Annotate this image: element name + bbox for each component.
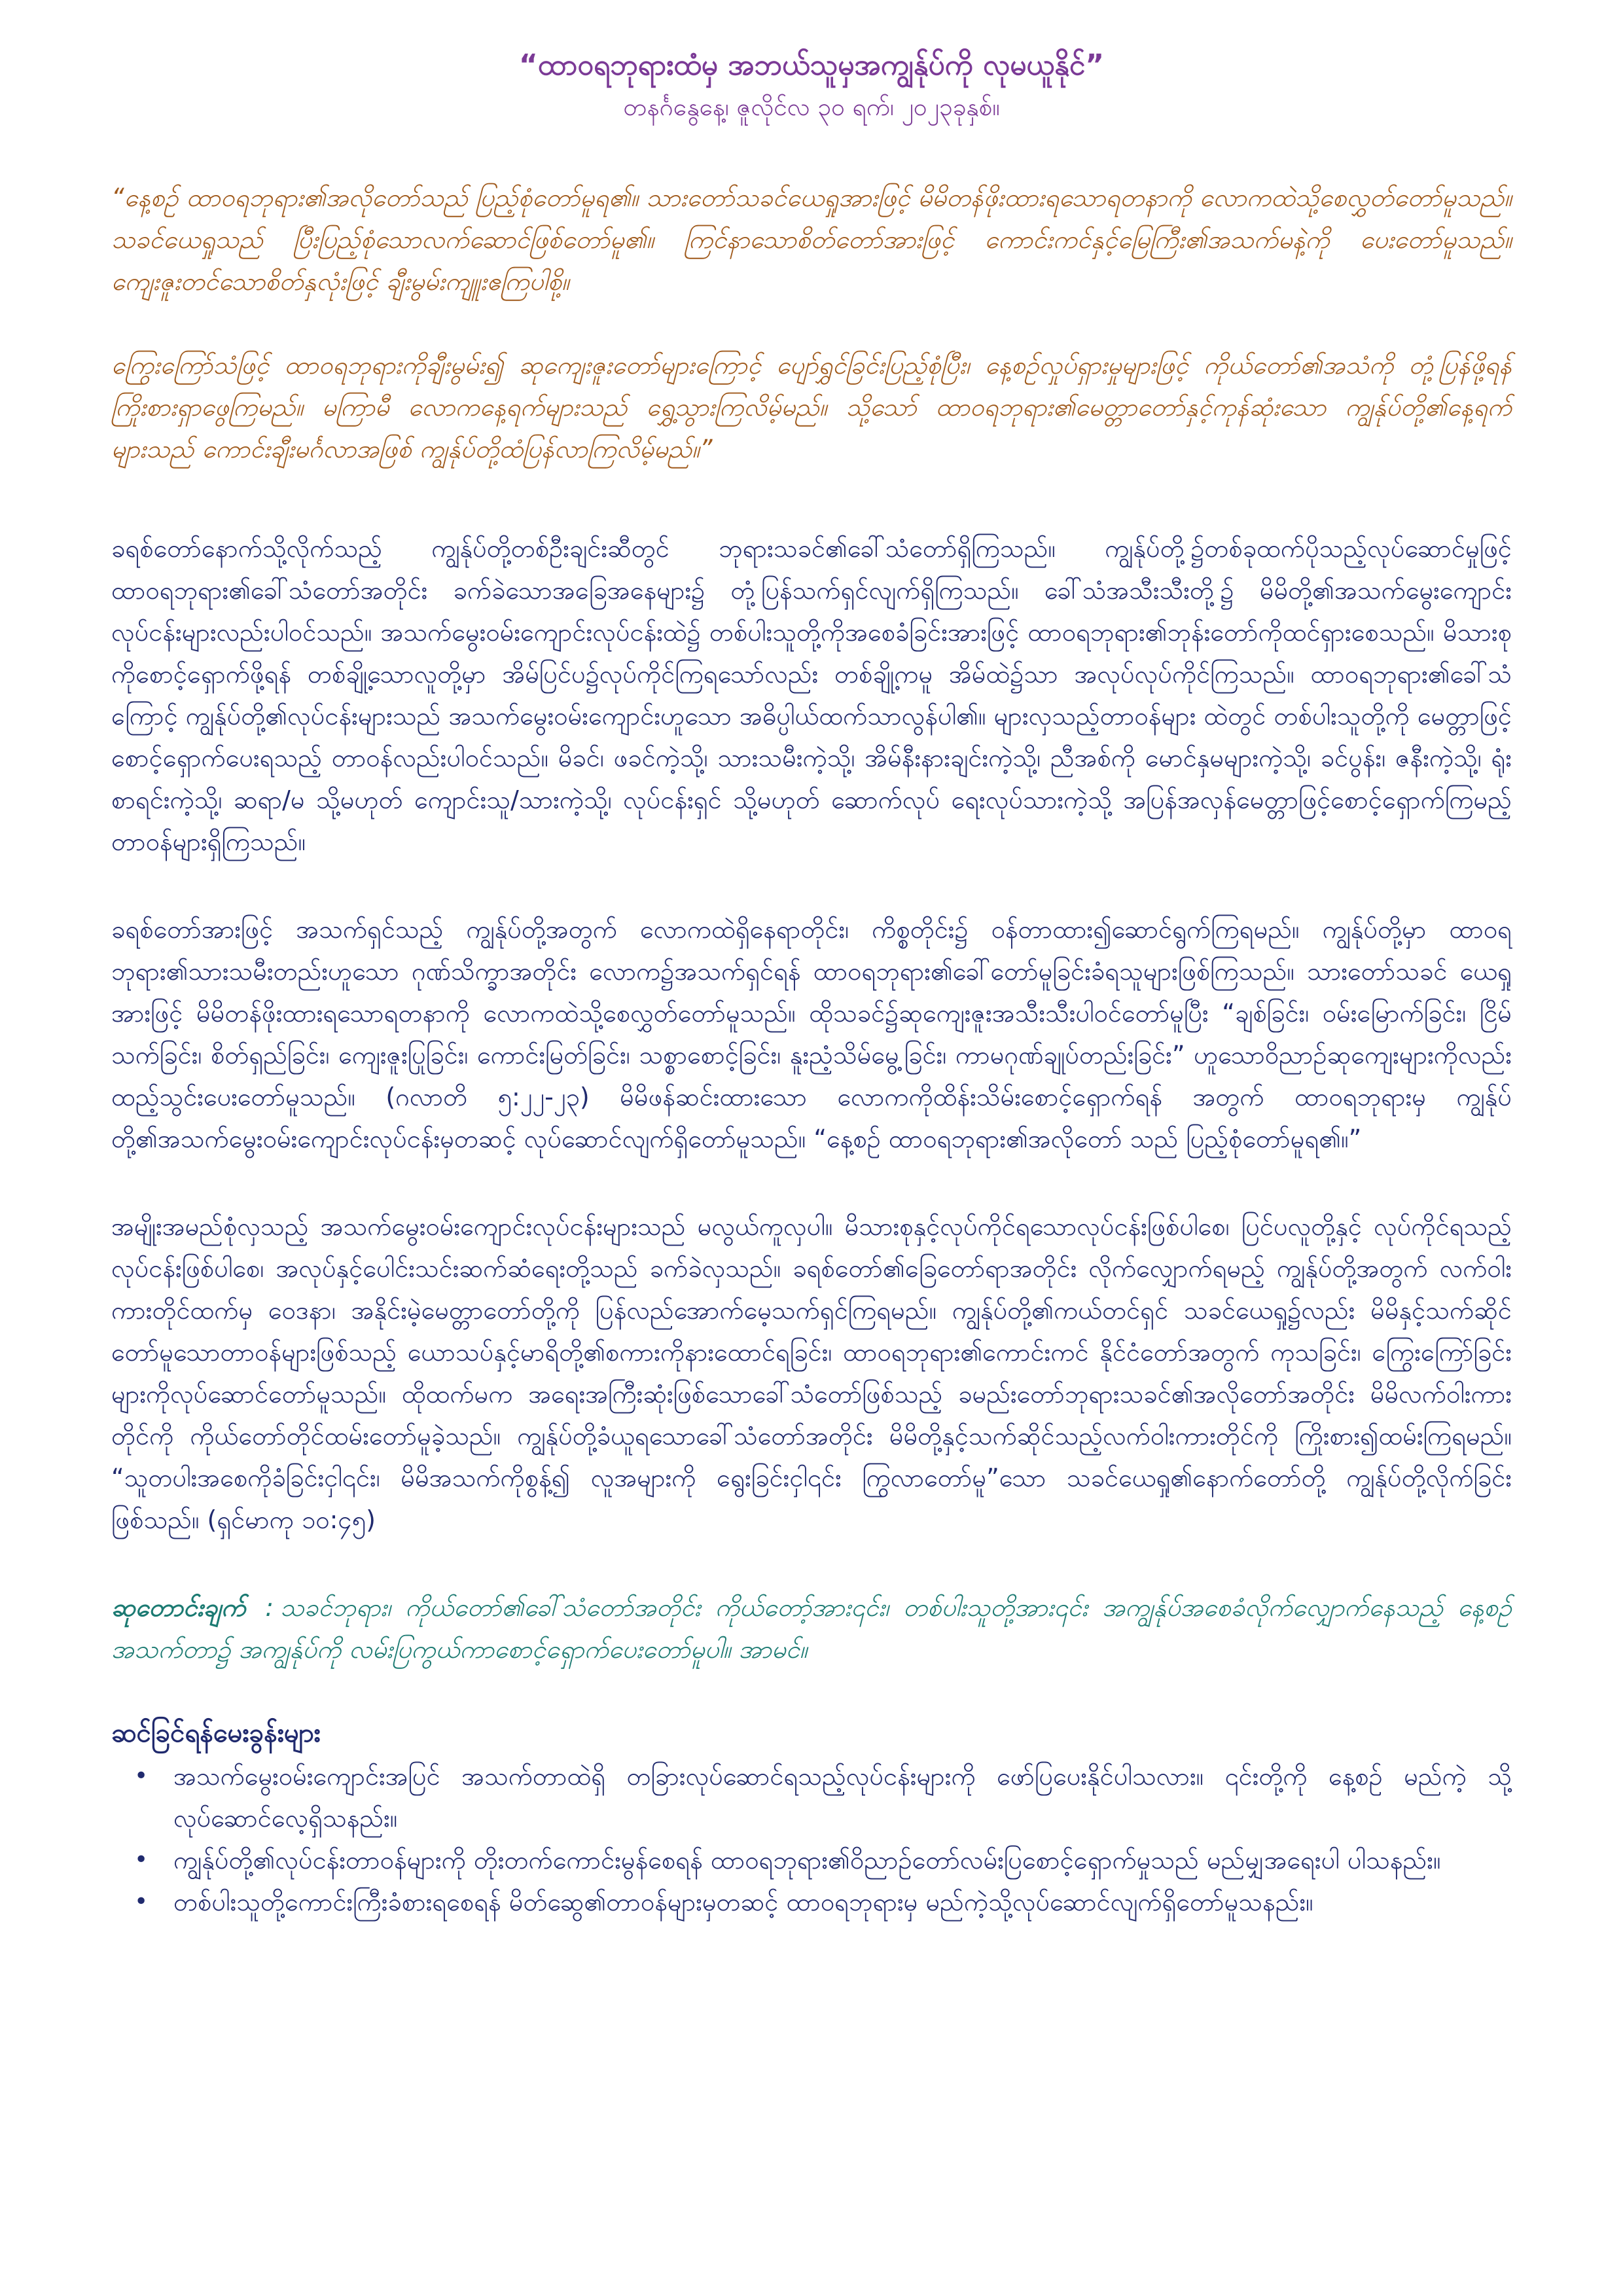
question-item (134, 1881, 1512, 1923)
prayer-section (111, 1587, 1512, 1670)
bullet-icon: • (134, 1846, 149, 1873)
bullet-icon: • (134, 1888, 149, 1915)
page-title: “ထာဝရဘုရားထံမှ အဘယ်သူမှအကျွန်ုပ်ကို လုမယူနိုင်” (518, 48, 1105, 82)
bullet-icon: • (134, 1763, 149, 1789)
prayer-text: သခင်ဘုရား၊ ကိုယ်တော်၏ခေါ်သံတော်အတိုင်း ကိုယ်တော့်အား၎င်း၊ တစ်ပါးသူတို့အား၎င်း အကျွန်ုပ်အစေခံလိုက်လျှောက်နေသည့် နေ့စဉ်အသက်တာ၌ အကျွန်ုပ်ကို လမ်းပြကွယ်ကာစောင့်ရှောက်ပေးတော်မူပါ။ အာမင်။ (111, 1593, 1512, 1664)
questions-list (111, 1755, 1512, 1923)
question-text: အသက်မွေးဝမ်းကျောင်းအပြင် အသက်တာထဲရှိ တခြားလုပ်ဆောင်ရသည့်လုပ်ငန်းများကို ဖော်ပြပေးနိုင်ပါသလား။ ၎င်းတို့ကို နေ့စဉ် မည်ကဲ့ သို့လုပ်ဆောင်လေ့ရှိသနည်း။ (173, 1762, 1512, 1833)
prayer-label: ဆုတောင်းချက် (111, 1593, 246, 1622)
question-item (134, 1755, 1512, 1839)
prayer-separator: : (265, 1593, 274, 1622)
quote-paragraph-2: ကြွေးကြော်သံဖြင့် ထာဝရဘုရားကိုချီးမွမ်း၍ ဆုကျေးဇူးတော်များကြောင့် ပျော်ရွှင်ခြင်းပြည့်စုံပြီး၊ နေ့စဉ်လှုပ်ရှားမှုများဖြင့် ကိုယ်တော်၏အသံကို တုံ့ပြန်ဖို့ရန် ကြိုးစားရှာဖွေကြမည်။ မကြာမီ လောကနေ့ရက်များသည် ရွှေ့သွားကြလိမ့်မည်။ သို့သော် ထာဝရဘုရား၏မေတ္တာတော်နှင့်ကုန်ဆုံးသော ကျွန်ုပ်တို့၏နေ့ရက်များသည် ကောင်းချီးမင်္ဂလာအဖြစ် ကျွန်ုပ်တို့ထံပြန်လာကြလိမ့်မည်။” (111, 351, 1512, 463)
body-paragraph-1: ခရစ်တော်နောက်သို့လိုက်သည့် ကျွန်ုပ်တို့တစ်ဦးချင်းဆီတွင် ဘုရားသခင်၏ခေါ်သံတော်ရှိကြသည်။ ကျွန်ုပ်တို့၌တစ်ခုထက်ပိုသည့်လုပ်ဆောင်မှုဖြင့် ထာဝရဘုရား၏ခေါ်သံတော်အတိုင်း ခက်ခဲသောအခြေအနေများ၌ တုံ့ပြန်သက်ရှင်လျက်ရှိကြသည်။ ခေါ်သံအသီးသီးတို့၌ မိမိတို့၏အသက်မွေးကျောင်း လုပ်ငန်းများလည်းပါဝင်သည်။ အသက်မွေးဝမ်းကျောင်းလုပ်ငန်းထဲ၌ တစ်ပါးသူတို့ကိုအစေခံခြင်းအားဖြင့် ထာဝရဘုရား၏ဘုန်းတော်ကိုထင်ရှားစေသည်။ မိသားစုကိုစောင့်ရှောက်ဖို့ရန် တစ်ချို့သောလူတို့မှာ အိမ်ပြင်ပ၌လုပ်ကိုင်ကြရသော်လည်း တစ်ချို့ကမူ အိမ်ထဲ၌သာ အလုပ်လုပ်ကိုင်ကြသည်။ ထာဝရဘုရား၏ခေါ်သံကြောင့် ကျွန်ုပ်တို့၏လုပ်ငန်းများသည် အသက်မွေးဝမ်းကျောင်းဟူသော အဓိပ္ပါယ်ထက်သာလွန်ပါ၏။ များလှသည့်တာဝန်များ ထဲတွင် တစ်ပါးသူတို့ကို မေတ္တာဖြင့်စောင့်ရှောက်ပေးရသည့် တာဝန်လည်းပါဝင်သည်။ မိခင်၊ ဖခင်ကဲ့သို့၊ သားသမီးကဲ့သို့၊ အိမ်နီးနားချင်းကဲ့သို့၊ ညီအစ်ကို မောင်နှမများကဲ့သို့၊ ခင်ပွန်း၊ ဇနီးကဲ့သို့၊ ရုံးစာရင်းကဲ့သို့၊ ဆရာ/မ သို့မဟုတ် ကျောင်းသူ/သားကဲ့သို့၊ လုပ်ငန်းရှင် သို့မဟုတ် ဆောက်လုပ် ရေးလုပ်သားကဲ့သို့ အပြန်အလှန်မေတ္တာဖြင့်စောင့်ရှောက်ကြမည့်တာဝန်များရှိကြသည်။ (111, 534, 1512, 856)
questions-heading: ဆင်ခြင်ရန်မေးခွန်းများ (111, 1718, 321, 1748)
body-paragraph-2: ခရစ်တော်အားဖြင့် အသက်ရှင်သည့် ကျွန်ုပ်တို့အတွက် လောကထဲရှိနေရာတိုင်း၊ ကိစ္စတိုင်း၌ ဝန်တာထား၍ဆောင်ရွက်ကြရမည်။ ကျွန်ုပ်တို့မှာ ထာဝရ ဘုရား၏သားသမီးတည်းဟူသော ဂုဏ်သိက္ခာအတိုင်း လောက၌အသက်ရှင်ရန် ထာဝရဘုရား၏ခေါ်တော်မူခြင်းခံရသူများဖြစ်ကြသည်။ သားတော်သခင် ယေရှုအားဖြင့် မိမိတန်ဖိုးထားရသောရတနာကို လောကထဲသို့စေလွှတ်တော်မူသည်။ ထိုသခင်၌ဆုကျေးဇူးအသီးသီးပါဝင်တော်မူပြီး “ချစ်ခြင်း၊ ဝမ်းမြောက်ခြင်း၊ ငြိမ်သက်ခြင်း၊ စိတ်ရှည်ခြင်း၊ ကျေးဇူးပြုခြင်း၊ ကောင်းမြတ်ခြင်း၊ သစ္စာစောင့်ခြင်း၊ နူးညံ့သိမ်မွေ့ခြင်း၊ ကာမဂုဏ်ချုပ်တည်းခြင်း” ဟူသောဝိညာဉ်ဆုကျေးများကိုလည်း ထည့်သွင်းပေးတော်မူသည်။ (ဂလာတိ ၅:၂၂-၂၃) မိမိဖန်ဆင်းထားသော လောကကိုထိန်းသိမ်းစောင့်ရှောက်ရန် အတွက် ထာဝရဘုရားမှ ကျွန်ုပ်တို့၏အသက်မွေးဝမ်းကျောင်းလုပ်ငန်းမှတဆင့် လုပ်ဆောင်လျက်ရှိတော်မူသည်။ “နေ့စဉ် ထာဝရဘုရား၏အလိုတော် သည် ပြည့်စုံတော်မူရ၏။” (111, 915, 1512, 1153)
question-text: တစ်ပါးသူတို့ကောင်းကြီးခံစားရစေရန် မိတ်ဆွေ၏တာဝန်များမှတဆင့် ထာဝရဘုရားမှ မည်ကဲ့သို့လုပ်ဆောင်လျက်ရှိတော်မူသနည်း။ (173, 1888, 1313, 1916)
page-date: တနင်္ဂနွေနေ့၊ ဇူလိုင်လ ၃၀ ရက်၊ ၂၀၂၃ခုနှစ်။ (623, 93, 1000, 121)
body-paragraph-3: အမျိုးအမည်စုံလှသည့် အသက်မွေးဝမ်းကျောင်းလုပ်ငန်းများသည် မလွယ်ကူလှပါ။ မိသားစုနှင့်လုပ်ကိုင်ရသောလုပ်ငန်းဖြစ်ပါစေ၊ ပြင်ပလူတို့နှင့် လုပ်ကိုင်ရသည့်လုပ်ငန်းဖြစ်ပါစေ၊ အလုပ်နှင့်ပေါင်းသင်းဆက်ဆံရေးတို့သည် ခက်ခဲလှသည်။ ခရစ်တော်၏ခြေတော်ရာအတိုင်း လိုက်လျှောက်ရမည့် ကျွန်ုပ်တို့အတွက် လက်ဝါးကားတိုင်ထက်မှ ဝေဒနာ၊ အနိုင်းမဲ့မေတ္တာတော်တို့ကို ပြန်လည်အောက်မေ့သက်ရှင်ကြရမည်။ ကျွန်ုပ်တို့၏ကယ်တင်ရှင် သခင်ယေရှု၌လည်း မိမိနှင့်သက်ဆိုင်တော်မူသောတာဝန်များဖြစ်သည့် ယောသပ်နှင့်မာရိတို့၏စကားကိုနားထောင်ရခြင်း၊ ထာဝရဘုရား၏ကောင်းကင် နိုင်ငံတော်အတွက် ကုသခြင်း၊ ကြွေးကြော်ခြင်းများကိုလုပ်ဆောင်တော်မူသည်။ ထိုထက်မက အရေးအကြီးဆုံးဖြစ်သောခေါ်သံတော်ဖြစ်သည့် ခမည်းတော်ဘုရားသခင်၏အလိုတော်အတိုင်း မိမိလက်ဝါးကားတိုင်ကို ကိုယ်တော်တိုင်ထမ်းတော်မူခဲ့သည်။ ကျွန်ုပ်တို့ခံယူရသောခေါ်သံတော်အတိုင်း မိမိတို့နှင့်သက်ဆိုင်သည့်လက်ဝါးကားတိုင်ကို ကြိုးစား၍ထမ်းကြရမည်။ “သူတပါးအစေကိုခံခြင်းငှါ၎င်း၊ မိမိအသက်ကိုစွန့်၍ လူအများကို ရွေးခြင်းငှါ၎င်း ကြွလာတော်မူ”သော သခင်ယေရှု၏နောက်တော်တို့ ကျွန်ုပ်တို့လိုက်ခြင်းဖြစ်သည်။ (ရှင်မာကု ၁၀:၄၅) (111, 1212, 1512, 1534)
quote-paragraph-1: “နေ့စဉ် ထာဝရဘုရား၏အလိုတော်သည် ပြည့်စုံတော်မူရ၏။ သားတော်သခင်ယေရှုအားဖြင့် မိမိတန်ဖိုးထားရသောရတနာကို လောကထဲသို့စေလွှတ်တော်မူသည်။ သခင်ယေရှုသည် ပြီးပြည့်စုံသောလက်ဆောင်ဖြစ်တော်မူ၏။ ကြင်နာသောစိတ်တော်အားဖြင့် ကောင်းကင်နှင့်မြေကြီး၏အသက်မနဲ့ကို ပေးတော်မူသည်။ ကျေးဇူးတင်သောစိတ်နှလုံးဖြင့် ချီးမွမ်းကျူးဧကြပါစို့။ (111, 183, 1512, 296)
question-item (134, 1839, 1512, 1881)
question-text: ကျွန်ုပ်တို့၏လုပ်ငန်းတာဝန်များကို တိုးတက်ကောင်းမွန်စေရန် ထာဝရဘုရား၏ဝိညာဉ်တော်လမ်းပြစောင့်ရှောက်မှုသည် မည်မျှအရေးပါ ပါသနည်း။ (173, 1846, 1441, 1874)
